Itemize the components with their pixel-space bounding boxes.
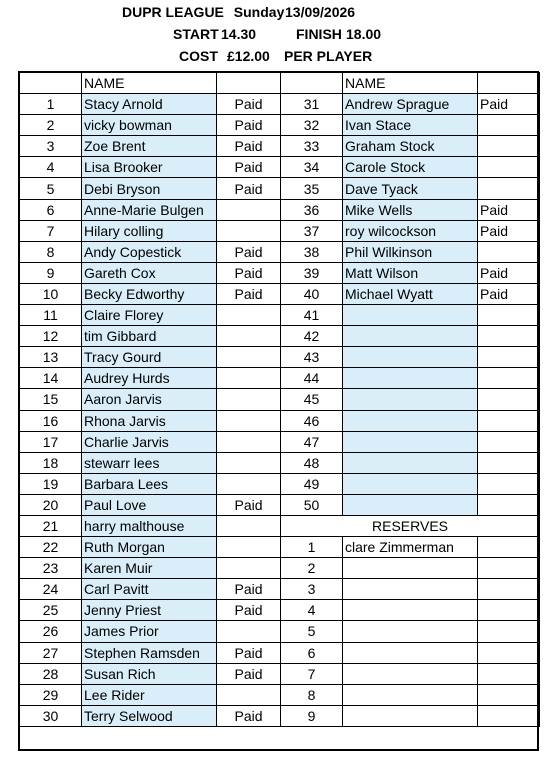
table-row xyxy=(20,705,540,726)
paid-status: Paid xyxy=(217,157,281,178)
player-number: 17 xyxy=(20,431,82,452)
player-name: Tracy Gourd xyxy=(82,347,217,368)
player-name: Karen Muir xyxy=(82,558,217,579)
table-row xyxy=(20,431,540,452)
player-number: 18 xyxy=(20,452,82,473)
table-row xyxy=(20,283,540,304)
player-name: Aaron Jarvis xyxy=(82,389,217,410)
player-name: Claire Florey xyxy=(82,305,217,326)
reserve-paid xyxy=(478,600,540,621)
table-row xyxy=(20,94,540,115)
signup-table xyxy=(19,72,540,727)
player-name: Charlie Jarvis xyxy=(82,431,217,452)
table-row xyxy=(20,389,540,410)
player-name: Stacy Arnold xyxy=(82,94,217,115)
player-name-2: Phil Wilkinson xyxy=(343,241,478,262)
paid-status xyxy=(217,621,281,642)
player-name-2 xyxy=(343,431,478,452)
header-cell-number-2 xyxy=(281,73,343,94)
player-number-2: 42 xyxy=(281,326,343,347)
player-number-2: 44 xyxy=(281,368,343,389)
reserve-number: 7 xyxy=(281,663,343,684)
paid-status-2: Paid xyxy=(478,94,540,115)
table-row xyxy=(20,600,540,621)
player-name-2 xyxy=(343,368,478,389)
player-number: 2 xyxy=(20,115,82,136)
table-row xyxy=(20,178,540,199)
paid-status: Paid xyxy=(217,494,281,515)
player-name-2: Ivan Stace xyxy=(343,115,478,136)
paid-status: Paid xyxy=(217,283,281,304)
player-name: Rhona Jarvis xyxy=(82,410,217,431)
paid-status: Paid xyxy=(217,94,281,115)
player-number: 8 xyxy=(20,241,82,262)
paid-status: Paid xyxy=(217,136,281,157)
player-number: 28 xyxy=(20,663,82,684)
player-name: Gareth Cox xyxy=(82,262,217,283)
reserve-name xyxy=(343,663,478,684)
finish-label: FINISH xyxy=(296,26,342,42)
player-number-2: 38 xyxy=(281,241,343,262)
paid-status: Paid xyxy=(217,642,281,663)
player-number: 9 xyxy=(20,262,82,283)
table-row xyxy=(20,642,540,663)
player-number-2: 36 xyxy=(281,199,343,220)
table-row xyxy=(20,157,540,178)
player-name-2: Matt Wilson xyxy=(343,262,478,283)
reserve-name xyxy=(343,705,478,726)
paid-status: Paid xyxy=(217,663,281,684)
player-number-2: 48 xyxy=(281,452,343,473)
player-name-2 xyxy=(343,326,478,347)
player-number: 12 xyxy=(20,326,82,347)
signup-table-body xyxy=(20,73,540,727)
paid-status xyxy=(217,558,281,579)
table-row xyxy=(20,663,540,684)
player-name-2: Mike Wells xyxy=(343,199,478,220)
cost-label: COST xyxy=(179,48,218,64)
player-number: 5 xyxy=(20,178,82,199)
table-row xyxy=(20,621,540,642)
table-row xyxy=(20,305,540,326)
player-name: tim Gibbard xyxy=(82,326,217,347)
player-number: 26 xyxy=(20,621,82,642)
table-row xyxy=(20,368,540,389)
player-number: 14 xyxy=(20,368,82,389)
reserve-number: 3 xyxy=(281,579,343,600)
player-number-2: 49 xyxy=(281,473,343,494)
league-name: DUPR LEAGUE xyxy=(122,4,224,20)
paid-status: Paid xyxy=(217,262,281,283)
player-number: 15 xyxy=(20,389,82,410)
player-number-2: 50 xyxy=(281,494,343,515)
paid-status-2 xyxy=(478,136,540,157)
league-day: Sunday xyxy=(233,4,285,20)
reserve-paid xyxy=(478,705,540,726)
paid-status-2 xyxy=(478,347,540,368)
player-number-2: 40 xyxy=(281,283,343,304)
player-number: 6 xyxy=(20,199,82,220)
player-number: 27 xyxy=(20,642,82,663)
paid-status-2 xyxy=(478,326,540,347)
reserve-paid xyxy=(478,642,540,663)
player-number-2: 43 xyxy=(281,347,343,368)
reserve-number: 2 xyxy=(281,558,343,579)
player-name: Susan Rich xyxy=(82,663,217,684)
paid-status xyxy=(217,220,281,241)
player-number-2: 35 xyxy=(281,178,343,199)
table-row xyxy=(20,684,540,705)
header-cell-paid-2 xyxy=(478,73,540,94)
player-number: 19 xyxy=(20,473,82,494)
paid-status-2: Paid xyxy=(478,262,540,283)
player-name: Lisa Brooker xyxy=(82,157,217,178)
paid-status xyxy=(217,368,281,389)
reserve-number: 5 xyxy=(281,621,343,642)
player-name: vicky bowman xyxy=(82,115,217,136)
reserve-name: clare Zimmerman xyxy=(343,537,478,558)
paid-status xyxy=(217,389,281,410)
table-row xyxy=(20,220,540,241)
player-number-2: 46 xyxy=(281,410,343,431)
player-number: 24 xyxy=(20,579,82,600)
table-row xyxy=(20,452,540,473)
player-name: Jenny Priest xyxy=(82,600,217,621)
paid-status-2 xyxy=(478,178,540,199)
player-name-2: roy wilcockson xyxy=(343,220,478,241)
paid-status-2 xyxy=(478,157,540,178)
player-name: Anne-Marie Bulgen xyxy=(82,199,217,220)
player-number-2: 31 xyxy=(281,94,343,115)
table-row xyxy=(20,326,540,347)
player-name: Hilary colling xyxy=(82,220,217,241)
player-number: 10 xyxy=(20,283,82,304)
paid-status xyxy=(217,473,281,494)
table-row xyxy=(20,136,540,157)
player-number: 11 xyxy=(20,305,82,326)
reserve-paid xyxy=(478,621,540,642)
table-row xyxy=(20,494,540,515)
table-row xyxy=(20,537,540,558)
player-name-2 xyxy=(343,389,478,410)
player-number: 23 xyxy=(20,558,82,579)
player-name: Paul Love xyxy=(82,494,217,515)
paid-status xyxy=(217,199,281,220)
player-name: Audrey Hurds xyxy=(82,368,217,389)
table-row xyxy=(20,199,540,220)
player-name: Becky Edworthy xyxy=(82,283,217,304)
paid-status-2 xyxy=(478,241,540,262)
paid-status xyxy=(217,684,281,705)
player-number: 7 xyxy=(20,220,82,241)
reserve-number: 9 xyxy=(281,705,343,726)
paid-status-2 xyxy=(478,431,540,452)
paid-status-2 xyxy=(478,473,540,494)
paid-status: Paid xyxy=(217,705,281,726)
paid-status-2 xyxy=(478,305,540,326)
paid-status xyxy=(217,537,281,558)
player-name: Zoe Brent xyxy=(82,136,217,157)
finish-value: 18.00 xyxy=(346,26,382,42)
paid-status xyxy=(217,431,281,452)
reserve-paid xyxy=(478,558,540,579)
player-number: 16 xyxy=(20,410,82,431)
paid-status xyxy=(217,305,281,326)
reserve-name xyxy=(343,684,478,705)
paid-status xyxy=(217,452,281,473)
paid-status: Paid xyxy=(217,600,281,621)
player-number-2: 45 xyxy=(281,389,343,410)
player-number-2: 39 xyxy=(281,262,343,283)
reserve-name xyxy=(343,579,478,600)
start-value: 14.30 xyxy=(221,26,257,42)
paid-status-2: Paid xyxy=(478,220,540,241)
player-number: 29 xyxy=(20,684,82,705)
player-number-2: 41 xyxy=(281,305,343,326)
player-number-2: 37 xyxy=(281,220,343,241)
table-row xyxy=(20,115,540,136)
paid-status-2 xyxy=(478,494,540,515)
paid-status-2: Paid xyxy=(478,283,540,304)
table-row xyxy=(20,515,540,536)
player-number: 30 xyxy=(20,705,82,726)
player-name-2 xyxy=(343,347,478,368)
reserve-paid xyxy=(478,537,540,558)
player-name: Stephen Ramsden xyxy=(82,642,217,663)
player-number: 22 xyxy=(20,537,82,558)
per-player-label: PER PLAYER xyxy=(284,48,373,64)
header-cell-number xyxy=(20,73,82,94)
player-name: Terry Selwood xyxy=(82,705,217,726)
name-column-header-2: NAME xyxy=(343,73,478,94)
player-name-2 xyxy=(343,494,478,515)
player-name: stewarr lees xyxy=(82,452,217,473)
player-name-2 xyxy=(343,305,478,326)
paid-status-2 xyxy=(478,368,540,389)
player-number: 3 xyxy=(20,136,82,157)
player-number: 4 xyxy=(20,157,82,178)
player-name-2: Carole Stock xyxy=(343,157,478,178)
start-label: START xyxy=(173,26,219,42)
player-name-2 xyxy=(343,410,478,431)
table-row xyxy=(20,262,540,283)
table-row xyxy=(20,473,540,494)
paid-status xyxy=(217,326,281,347)
league-title xyxy=(122,4,284,20)
player-number: 20 xyxy=(20,494,82,515)
player-number: 1 xyxy=(20,94,82,115)
table-row xyxy=(20,410,540,431)
reserve-name xyxy=(343,621,478,642)
reserve-paid xyxy=(478,684,540,705)
player-number-2: 47 xyxy=(281,431,343,452)
reserve-paid xyxy=(478,579,540,600)
paid-status: Paid xyxy=(217,115,281,136)
paid-status xyxy=(217,515,281,536)
table-row xyxy=(20,579,540,600)
player-name-2: Dave Tyack xyxy=(343,178,478,199)
reserve-number: 1 xyxy=(281,537,343,558)
paid-status-2: Paid xyxy=(478,199,540,220)
paid-status: Paid xyxy=(217,579,281,600)
name-column-header: NAME xyxy=(82,73,217,94)
reserve-paid xyxy=(478,663,540,684)
table-header-row xyxy=(20,73,540,94)
player-name: Ruth Morgan xyxy=(82,537,217,558)
reserve-name xyxy=(343,642,478,663)
player-name: Andy Copestick xyxy=(82,241,217,262)
header-cell-paid xyxy=(217,73,281,94)
reserve-number: 6 xyxy=(281,642,343,663)
league-date: 13/09/2026 xyxy=(285,4,356,20)
reserve-number: 8 xyxy=(281,684,343,705)
player-name: harry malthouse xyxy=(82,515,217,536)
paid-status xyxy=(217,347,281,368)
player-name-2 xyxy=(343,452,478,473)
player-name: James Prior xyxy=(82,621,217,642)
player-number-2: 33 xyxy=(281,136,343,157)
player-name: Carl Pavitt xyxy=(82,579,217,600)
player-number: 13 xyxy=(20,347,82,368)
player-number-2: 32 xyxy=(281,115,343,136)
paid-status-2 xyxy=(478,115,540,136)
paid-status: Paid xyxy=(217,178,281,199)
player-number: 21 xyxy=(20,515,82,536)
reserve-number: 4 xyxy=(281,600,343,621)
table-row xyxy=(20,241,540,262)
player-name: Debi Bryson xyxy=(82,178,217,199)
player-name: Lee Rider xyxy=(82,684,217,705)
table-row xyxy=(20,347,540,368)
paid-status-2 xyxy=(478,389,540,410)
paid-status xyxy=(217,410,281,431)
player-number: 25 xyxy=(20,600,82,621)
player-name-2: Michael Wyatt xyxy=(343,283,478,304)
player-name-2: Andrew Sprague xyxy=(343,94,478,115)
cost-value: £12.00 xyxy=(227,48,270,64)
paid-status-2 xyxy=(478,452,540,473)
paid-status-2 xyxy=(478,410,540,431)
paid-status: Paid xyxy=(217,241,281,262)
reserves-title: RESERVES xyxy=(281,515,540,536)
player-number-2: 34 xyxy=(281,157,343,178)
player-name: Barbara Lees xyxy=(82,473,217,494)
reserve-name xyxy=(343,558,478,579)
player-name-2 xyxy=(343,473,478,494)
reserve-name xyxy=(343,600,478,621)
player-name-2: Graham Stock xyxy=(343,136,478,157)
table-row xyxy=(20,558,540,579)
